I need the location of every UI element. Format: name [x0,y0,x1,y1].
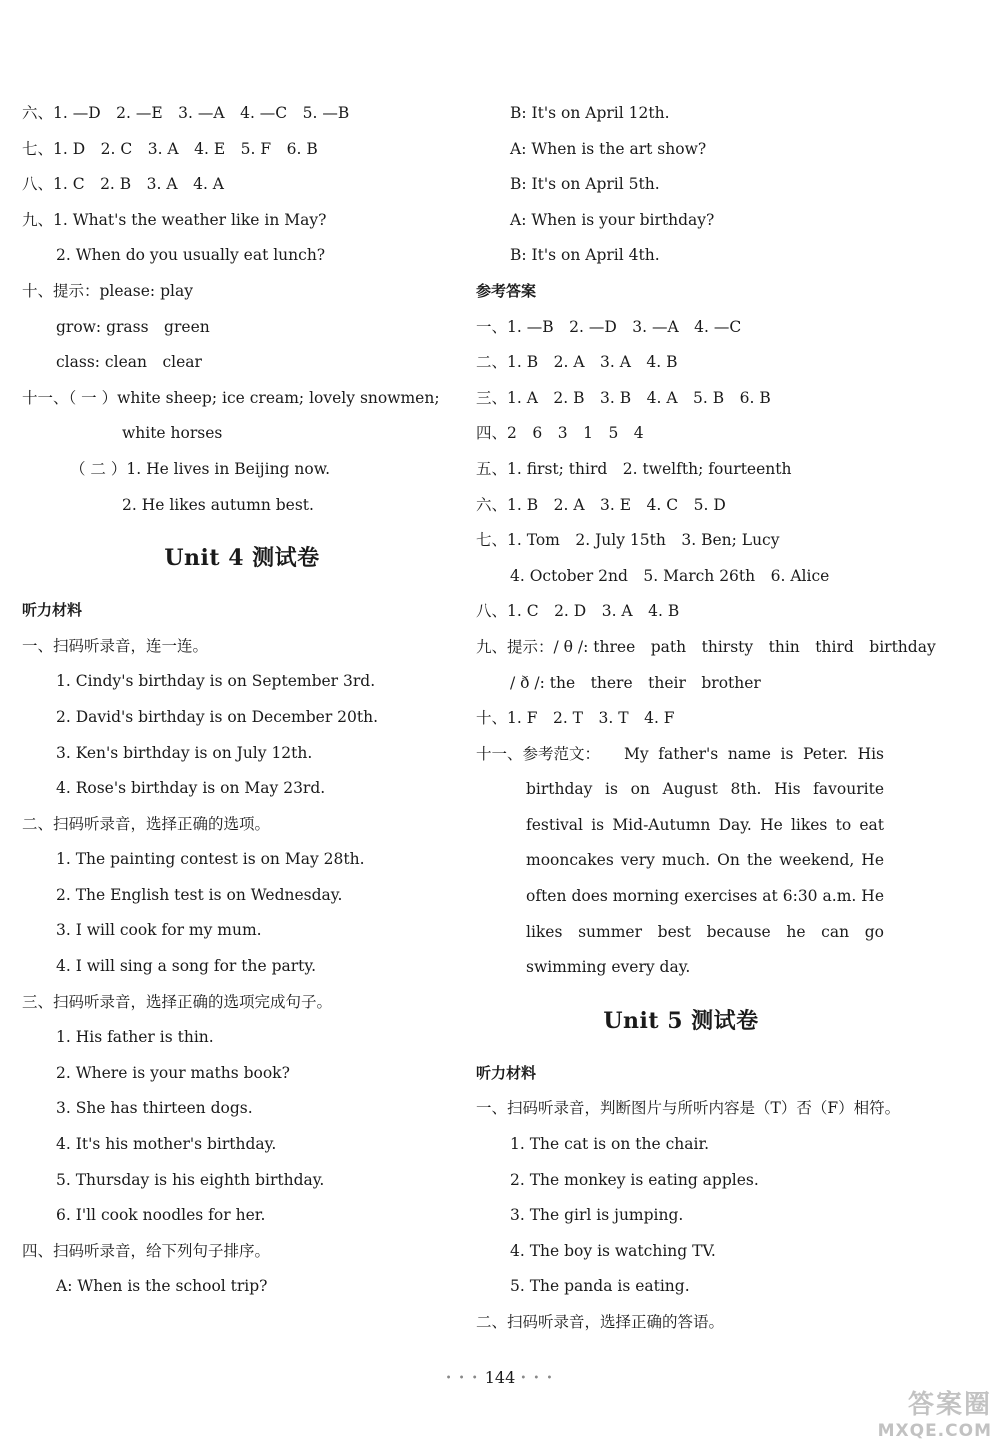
answer-line: 四、2 6 3 1 5 4 [476,424,644,443]
right-column [476,96,976,1341]
question-heading: 二、扫码听录音，选择正确的选项。 [22,814,271,833]
answer-line: 2. He likes autumn best. [122,495,314,514]
unit-5-title: Unit 5 测试卷 [603,1007,759,1034]
answer-line: / ð /: the there their brother [510,673,761,692]
listening-line: 3. She has thirteen dogs. [56,1099,253,1118]
dialogue-line: A: When is the art show? [510,139,707,158]
page-number: 144 [484,1368,516,1387]
essay-label: 十一、参考范文： [476,744,601,763]
sample-essay: My father's name is Peter. His birthday is on August 8th. His favourite festival is Mid-Autumn Day. He likes to eat mooncakes very much. On the weekend, He often does morning exercises at 6:30 a.m. He likes summer best because he can go swimming every day. [526,744,884,977]
listening-line: A: When is the school trip? [56,1277,268,1296]
listening-line: 5. Thursday is his eighth birthday. [56,1170,325,1189]
listening-line: 4. Rose's birthday is on May 23rd. [56,779,326,798]
answer-line: 十、1. F 2. T 3. T 4. F [476,709,675,728]
answer-line: 十一、（ 一 ）white sheep; ice cream; lovely snowmen; [22,388,440,407]
question-heading: 二、扫码听录音，选择正确的答语。 [476,1313,725,1331]
unit-4-title: Unit 4 测试卷 [164,545,320,572]
answer-line: 八、1. C 2. B 3. A 4. A [22,175,224,194]
answer-line: 一、1. —B 2. —D 3. —A 4. —C [476,317,742,336]
answer-line: （ 二 ）1. He lives in Beijing now. [70,459,331,478]
answer-line: 八、1. C 2. D 3. A 4. B [476,602,680,621]
answer-line: 六、1. —D 2. —E 3. —A 4. —C 5. —B [22,104,350,122]
dialogue-line: B: It's on April 4th. [510,246,660,265]
dialogue-line: B: It's on April 5th. [510,175,660,194]
answer-line: white horses [122,424,223,443]
page-footer [0,1368,1000,1387]
answer-line: 二、1. B 2. A 3. A 4. B [476,353,678,372]
listening-line: 1. The cat is on the chair. [510,1135,710,1154]
question-heading: 三、扫码听录音，选择正确的选项完成句子。 [22,992,333,1011]
answer-line: 2. When do you usually eat lunch? [56,246,326,265]
listening-line: 3. Ken's birthday is on July 12th. [56,743,313,762]
listening-line: 2. The English test is on Wednesday. [56,885,343,904]
answer-line: 七、1. Tom 2. July 15th 3. Ben; Lucy [476,531,780,550]
answer-line: grow: grass green [56,317,210,336]
question-heading: 一、扫码听录音，连一连。 [22,636,209,655]
watermark-logo [820,1390,992,1446]
listening-line: 1. His father is thin. [56,1028,214,1047]
listening-line: 4. I will sing a song for the party. [56,957,317,976]
question-heading: 四、扫码听录音，给下列句子排序。 [22,1241,271,1260]
answer-line: 十、提示：please: play [22,281,193,300]
listening-line: 4. The boy is watching TV. [510,1241,716,1260]
section-heading: 听力材料 [22,601,83,620]
listening-line: 3. The girl is jumping. [510,1206,684,1225]
listening-line: 6. I'll cook noodles for her. [56,1206,266,1225]
question-heading: 一、扫码听录音，判断图片与所听内容是（T）否（F）相符。 [476,1099,901,1118]
footer-dots-right: • • • [520,1373,555,1384]
dialogue-line: B: It's on April 12th. [510,104,670,122]
listening-line: 2. The monkey is eating apples. [510,1170,759,1189]
dialogue-line: A: When is your birthday? [510,210,715,229]
listening-line: 1. The painting contest is on May 28th. [56,850,365,869]
answer-line: 七、1. D 2. C 3. A 4. E 5. F 6. B [22,139,318,158]
answers-heading: 参考答案 [476,281,537,300]
listening-line: 1. Cindy's birthday is on September 3rd. [56,672,376,691]
listening-line: 3. I will cook for my mum. [56,921,262,940]
answer-line: 六、1. B 2. A 3. E 4. C 5. D [476,495,726,514]
listening-line: 2. David's birthday is on December 20th. [56,707,379,726]
answer-line: class: clean clear [56,353,202,372]
section-heading: 听力材料 [476,1063,537,1082]
watermark-site: MXQE.COM [877,1421,992,1441]
listening-line: 2. Where is your maths book? [56,1063,290,1082]
answer-line: 五、1. first; third 2. twelfth; fourteenth [476,459,792,478]
answer-line: 三、1. A 2. B 3. B 4. A 5. B 6. B [476,388,771,407]
answer-line: 4. October 2nd 5. March 26th 6. Alice [510,566,830,585]
footer-dots-left: • • • [445,1373,480,1384]
answer-line: 九、提示：/ θ /: three path thirsty thin third birthday [476,637,936,656]
listening-line: 5. The panda is eating. [510,1277,690,1296]
listening-line: 4. It's his mother's birthday. [56,1135,277,1154]
left-column [22,96,462,1305]
answer-line: 九、1. What's the weather like in May? [22,210,327,229]
watermark-mark: 答案圈 [907,1390,992,1420]
